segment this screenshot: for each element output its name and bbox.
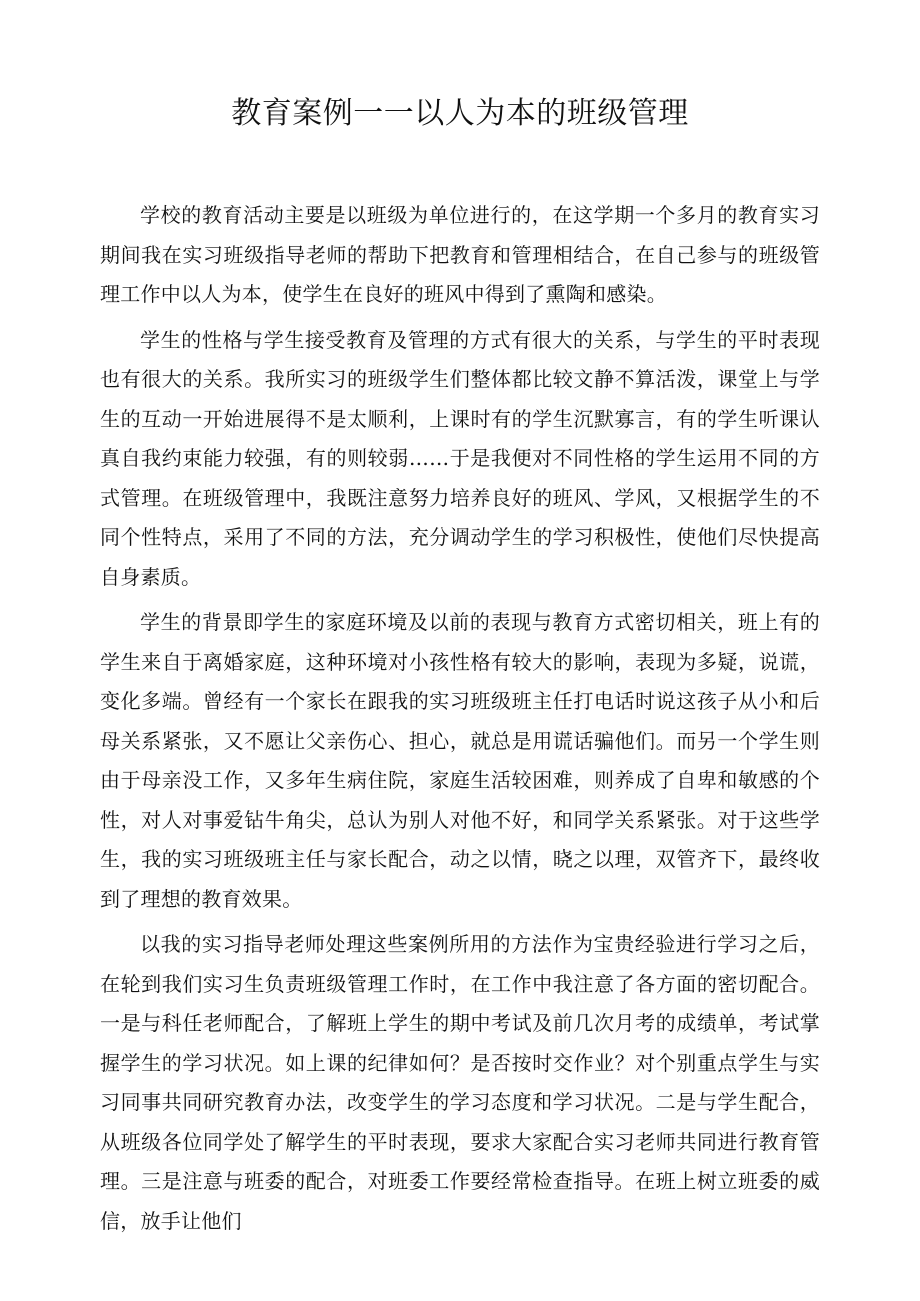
paragraph-4: 以我的实习指导老师处理这些案例所用的方法作为宝贵经验进行学习之后，在轮到我们实习生负责班级管理工作时，在工作中我注意了各方面的密切配合。一是与科任老师配合，了解班上学生的期中考试及前几次月考的成绩单，考试掌握学生的学习状况。如上课的纪律如何？是否按时交作业？对个别重点学生与实习同事共同研究教育办法，改变学生的学习态度和学习状况。二是与学生配合，从班级各位同学处了解学生的平时表现，要求大家配合实习老师共同进行教育管理。三是注意与班委的配合，对班委工作要经常检查指导。在班上树立班委的威信，放手让他们 xyxy=(100,932,820,1233)
paragraph-3: 学生的背景即学生的家庭环境及以前的表现与教育方式密切相关，班上有的学生来自于离婚家庭，这种环境对小孩性格有较大的影响，表现为多疑，说谎，变化多端。曾经有一个家长在跟我的实习班级班主任打电话时说这孩子从小和后母关系紧张，又不愿让父亲伤心、担心，就总是用谎话骗他们。而另一个学生则由于母亲没工作，又多年生病住院，家庭生活较困难，则养成了自卑和敏感的个性，对人对事爱钻牛角尖，总认为别人对他不好，和同学关系紧张。对于这些学生，我的实习班级班主任与家长配合，动之以情，晓之以理，双管齐下，最终收到了理想的教育效果。 xyxy=(100,610,820,911)
paragraph-1: 学校的教育活动主要是以班级为单位进行的，在这学期一个多月的教育实习期间我在实习班级指导老师的帮助下把教育和管理相结合，在自己参与的班级管理工作中以人为本，使学生在良好的班风中得到了熏陶和感染。 xyxy=(100,203,820,306)
document-title: 教育案例一一以人为本的班级管理 xyxy=(231,96,689,131)
paragraph-2: 学生的性格与学生接受教育及管理的方式有很大的关系，与学生的平时表现也有很大的关系。我所实习的班级学生们整体都比较文静不算活泼，课堂上与学生的互动一开始进展得不是太顺利，上课时有的学生沉默寡言，有的学生听课认真自我约束能力较强，有的则较弱……于是我便对不同性格的学生运用不同的方式管理。在班级管理中，我既注意努力培养良好的班风、学风，又根据学生的不同个性特点，采用了不同的方法，充分调动学生的学习积极性，使他们尽快提高自身素质。 xyxy=(100,327,820,589)
